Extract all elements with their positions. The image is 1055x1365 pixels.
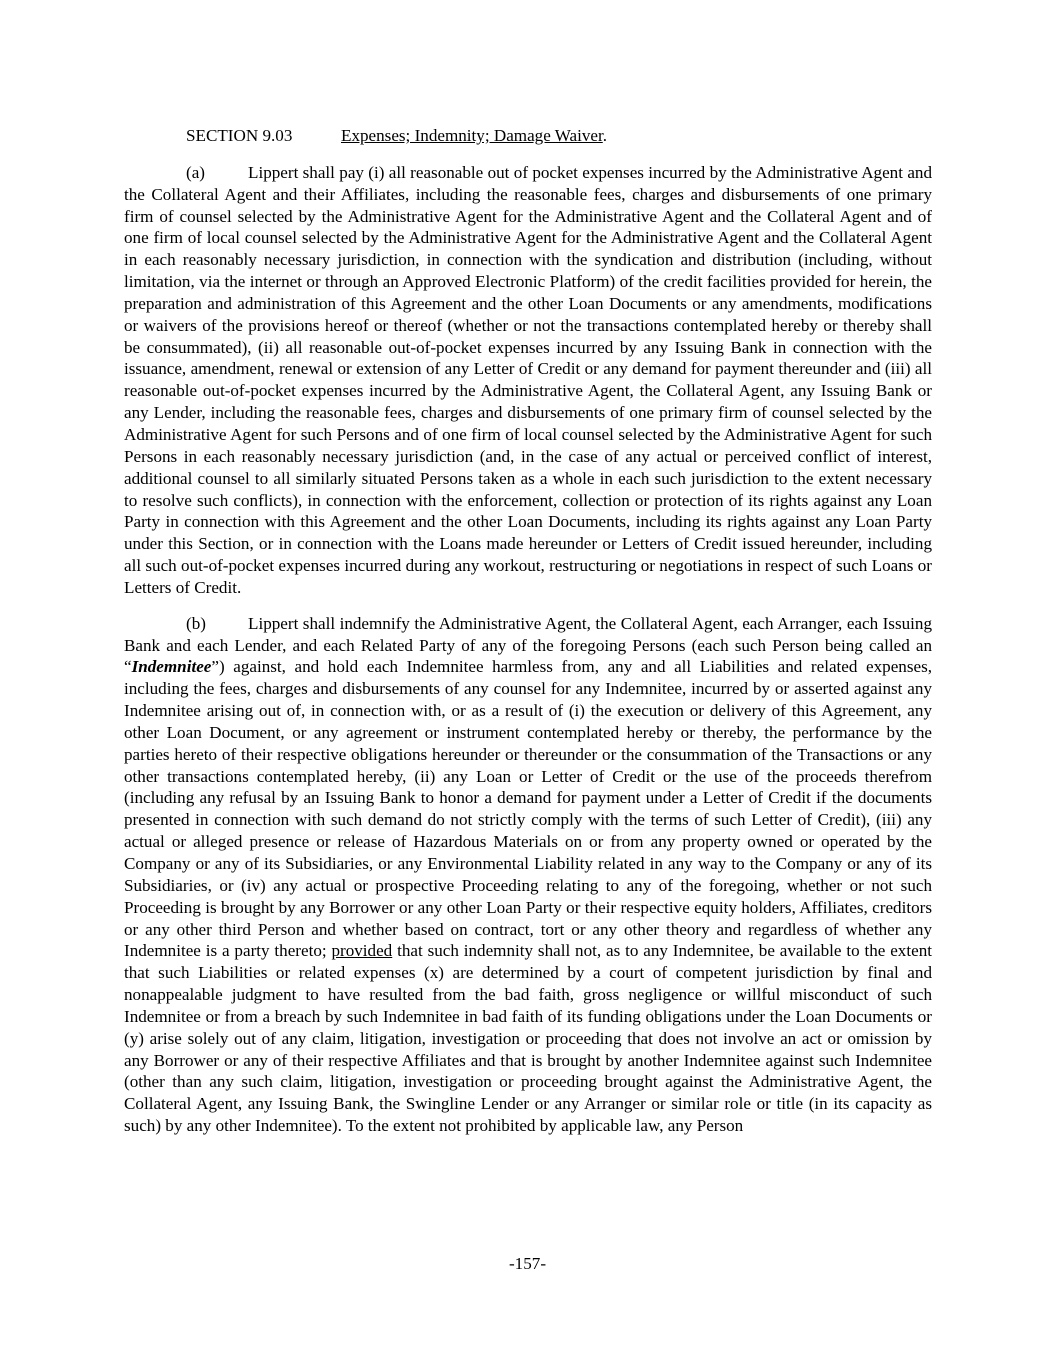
document-page (124, 125, 932, 1151)
section-number: SECTION 9.03 (186, 126, 293, 145)
page-number: -157- (508, 1254, 547, 1273)
paragraph-b (124, 613, 932, 1137)
paragraph-b-text-2: ”) against, and hold each Indemnitee harmless from, any and all Liabilities and related expenses, including the fees, charges and disbursements of any counsel for any Indemnitee, incurred by or asserted against any Indemnitee arising out of, in connection with, or as a result of (i) the execution or delivery of this Agreement, any other Loan Document, or any agreement or instrument contemplated hereby or thereby, the performance by the parties hereto of their respective obligations hereunder or thereunder or the consummation of the Transactions or any other transactions contemplated hereby, (ii) any Loan or Letter of Credit or the use of the proceeds therefrom (including any refusal by an Issuing Bank to honor a demand for payment under a Letter of Credit if the documents presented in connection with such demand do not strictly comply with the terms of such Letter of Credit), (iii) any actual or alleged presence or release of Hazardous Materials on or from any property owned or operated by the Company or any of its Subsidiaries, or any Environmental Liability related in any way to the Company or any of its Subsidiaries, or (iv) any actual or prospective Proceeding relating to any of the foregoing, whether or not such Proceeding is brought by any Borrower or any other Loan Party or their respective equity holders, Affiliates, creditors or any other third Person and whether based on contract, tort or any other theory and regardless of whether any Indemnitee is a party thereto; (124, 657, 932, 961)
defined-term-indemnitee: Indemnitee (131, 657, 212, 677)
section-title: Expenses; Indemnity; Damage Waiver (341, 126, 603, 145)
paragraph-a (124, 162, 932, 599)
section-heading (124, 125, 932, 147)
paragraph-b-text-1: Lippert shall indemnify the Administrative Agent, the Collateral Agent, each Arranger, each Issuing Bank and each Lender, and each Related Party of any of the foregoing Persons (each such Person being called an “ (124, 613, 932, 677)
paragraph-b-text-3: that such indemnity shall not, as to any Indemnitee, be available to the extent that such Liabilities or related expenses (x) are determined by a court of competent jurisdiction by final and nonappealable judgment to have resulted from the bad faith, gross negligence or willful misconduct of such Indemnitee or from a breach by such Indemnitee in bad faith of its funding obligations under the Loan Documents or (y) arise solely out of any claim, litigation, investigation or proceeding that does not involve an act or omission by any Borrower or any of their respective Affiliates and that is brought by another Indemnitee against such Indemnitee (other than any such claim, litigation, investigation or proceeding brought against the Administrative Agent, the Collateral Agent, any Issuing Bank, the Swingline Lender or any Arranger or similar role or title (in its capacity as such) by any other Indemnitee). To the extent not prohibited by applicable law, any Person (124, 941, 932, 1136)
paragraph-a-text: Lippert shall pay (i) all reasonable out of pocket expenses incurred by the Administrative Agent and the Collateral Agent and their Affiliates, including the reasonable fees, charges and disbursements of one primary firm of counsel selected by the Administrative Agent for the Administrative Agent and the Collateral Agent and of one firm of local counsel selected by the Administrative Agent for the Administrative Agent and the Collateral Agent in each reasonably necessary jurisdiction, in connection with the syndication and distribution (including, without limitation, via the internet or through an Approved Electronic Platform) of the credit facilities provided for herein, the preparation and administration of this Agreement and the other Loan Documents or any amendments, modifications or waivers of the provisions hereof or thereof (whether or not the transactions contemplated hereby or thereby shall be consummated), (ii) all reasonable out-of-pocket expenses incurred by any Issuing Bank in connection with the issuance, amendment, renewal or extension of any Letter of Credit or any demand for payment thereunder and (iii) all reasonable out-of-pocket expenses incurred by the Administrative Agent, the Collateral Agent, any Issuing Bank or any Lender, including the reasonable fees, charges and disbursements of one primary firm of counsel selected by the Administrative Agent for such Persons and of one firm of local counsel selected by the Administrative Agent for such Persons in each reasonably necessary jurisdiction (and, in the case of any actual or perceived conflict of interest, additional counsel to all similarly situated Persons taken as a whole in each such jurisdiction to the extent necessary to resolve such conflicts), in connection with the enforcement, collection or protection of its rights against any Loan Party in connection with this Agreement and the other Loan Documents, including its rights against any Loan Party under this Section, or in connection with the Loans made hereunder or Letters of Credit issued hereunder, including all such out-of-pocket expenses incurred during any workout, restructuring or negotiations in respect of such Loans or Letters of Credit. (124, 162, 932, 597)
section-title-period: . (602, 126, 608, 145)
paragraph-b-label: (b) (186, 613, 206, 633)
paragraph-a-label: (a) (186, 162, 205, 182)
proviso-provided: provided (331, 941, 393, 961)
